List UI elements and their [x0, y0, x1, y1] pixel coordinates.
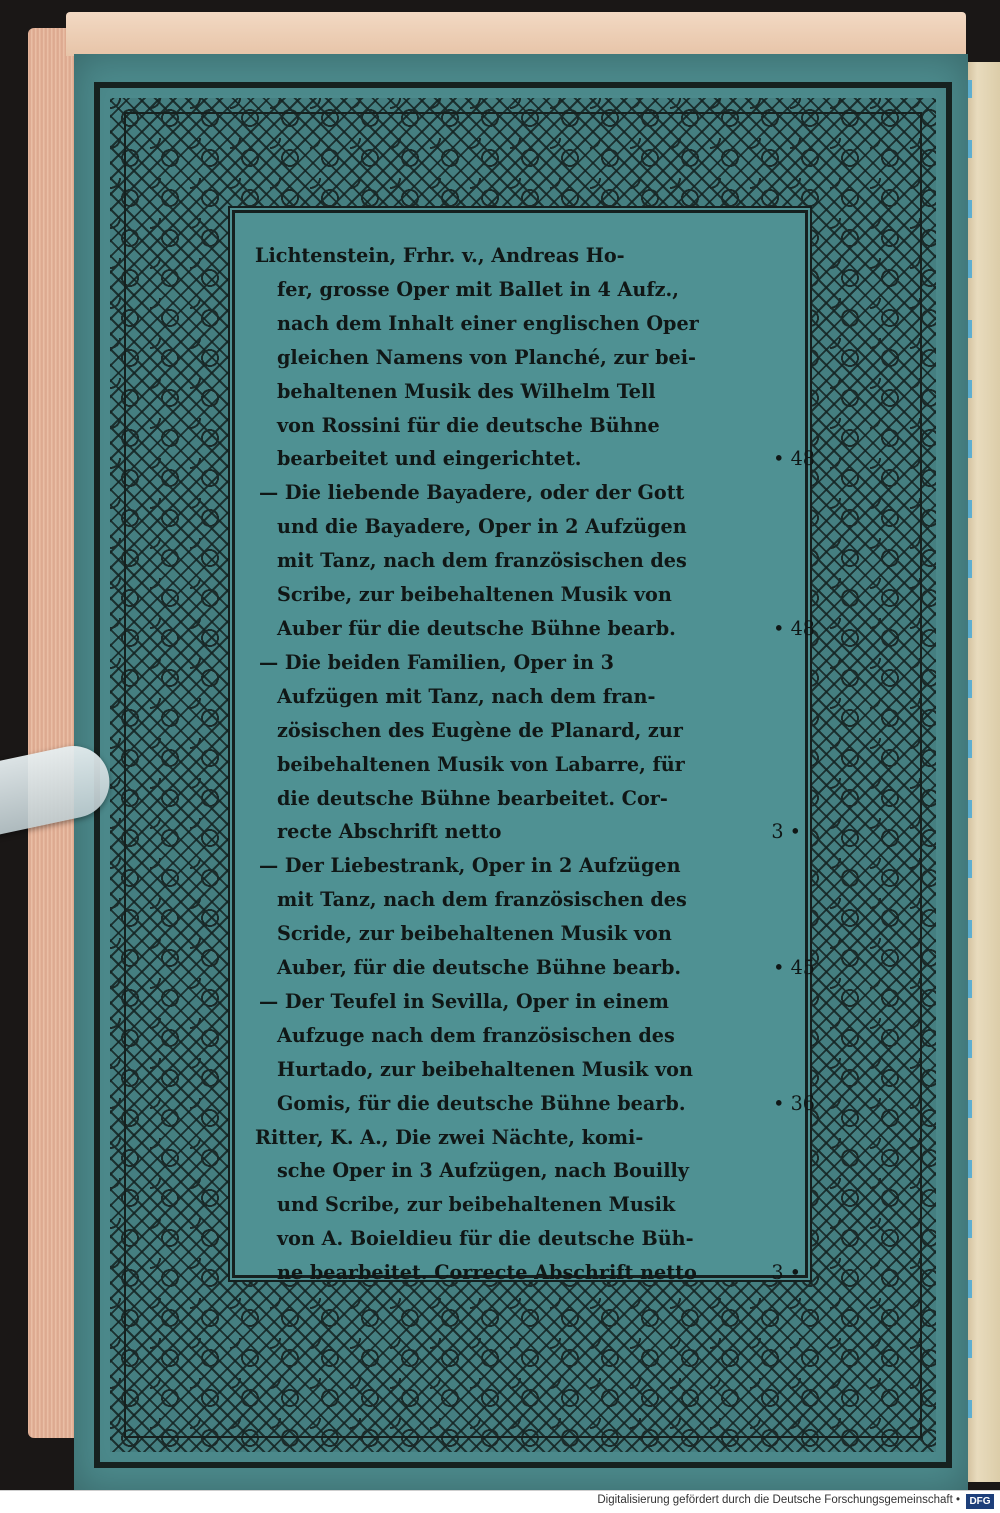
- entry-line: — Der Liebestrank, Oper in 2 Aufzügen: [259, 854, 681, 878]
- entry-line: Auber, für die deutsche Bühne bearb.: [277, 956, 682, 980]
- entry-line: Ritter, K. A., Die zwei Nächte, komi-: [255, 1125, 644, 1149]
- entry-line: Aufzügen mit Tanz, nach dem fran-: [277, 684, 656, 708]
- entry-price: • 36: [773, 1091, 815, 1115]
- catalog-entry: [255, 849, 815, 985]
- entry-line: recte Abschrift netto: [277, 820, 502, 844]
- entry-price: 3 •: [771, 1261, 801, 1285]
- entry-line: die deutsche Bühne bearbeitet. Cor-: [277, 786, 668, 810]
- entry-price: • 45: [773, 956, 815, 980]
- digitization-footer: [0, 1490, 1000, 1513]
- entry-line: Aufzuge nach dem französischen des: [277, 1023, 675, 1047]
- entry-line: — Die liebende Bayadere, oder der Gott: [259, 481, 685, 505]
- entry-line: und die Bayadere, Oper in 2 Aufzügen: [277, 515, 687, 539]
- catalog-entry: [255, 1121, 801, 1291]
- entry-line: Gomis, für die deutsche Bühne bearb.: [277, 1091, 686, 1115]
- catalog-entry: [255, 985, 815, 1121]
- catalog-text-panel: [232, 210, 815, 1285]
- blue-cover-sheet: [74, 54, 968, 1492]
- entry-line: beibehaltenen Musik von Labarre, für: [277, 752, 685, 776]
- entry-line: Hurtado, zur beibehaltenen Musik von: [277, 1057, 693, 1081]
- dfg-logo: DFG: [966, 1494, 994, 1509]
- catalog-entries: [255, 239, 815, 1290]
- entry-line: nach dem Inhalt einer englischen Oper: [277, 311, 699, 335]
- entry-line: Scride, zur beibehaltenen Musik von: [277, 922, 672, 946]
- catalog-entry: [255, 239, 815, 476]
- entry-line: ne bearbeitet. Correcte Abschrift netto: [277, 1261, 697, 1285]
- catalog-entry: [255, 476, 815, 646]
- entry-line: mit Tanz, nach dem französischen des: [277, 888, 687, 912]
- funding-credit: Digitalisierung gefördert durch die Deutsche Forschungsgemeinschaft •: [597, 1494, 960, 1506]
- entry-line: zösischen des Eugène de Planard, zur: [277, 718, 683, 742]
- binding-thread: [968, 80, 972, 1460]
- entry-line: Scribe, zur beibehaltenen Musik von: [277, 583, 672, 607]
- entry-line: Auber für die deutsche Bühne bearb.: [277, 616, 676, 640]
- entry-line: von Rossini für die deutsche Bühne: [277, 413, 660, 437]
- entry-line: — Die beiden Familien, Oper in 3: [259, 650, 614, 674]
- entry-line: gleichen Namens von Planché, zur bei-: [277, 345, 696, 369]
- entry-line: behaltenen Musik des Wilhelm Tell: [277, 379, 656, 403]
- book-page-top-edge: [66, 12, 966, 56]
- entry-price: • 48: [773, 616, 815, 640]
- entry-line: Lichtenstein, Frhr. v., Andreas Ho-: [255, 244, 625, 267]
- entry-price: 3 •: [771, 820, 801, 844]
- entry-line: — Der Teufel in Sevilla, Oper in einem: [259, 989, 669, 1013]
- entry-line: von A. Boieldieu für die deutsche Büh-: [277, 1227, 694, 1251]
- entry-line: und Scribe, zur beibehaltenen Musik: [277, 1193, 676, 1217]
- entry-price: • 48: [773, 447, 815, 471]
- entry-line: mit Tanz, nach dem französischen des: [277, 549, 687, 573]
- catalog-entry: [255, 646, 801, 849]
- entry-line: fer, grosse Oper mit Ballet in 4 Aufz.,: [277, 277, 679, 301]
- entry-line: bearbeitet und eingerichtet.: [277, 447, 582, 471]
- entry-line: sche Oper in 3 Aufzügen, nach Bouilly: [277, 1159, 689, 1183]
